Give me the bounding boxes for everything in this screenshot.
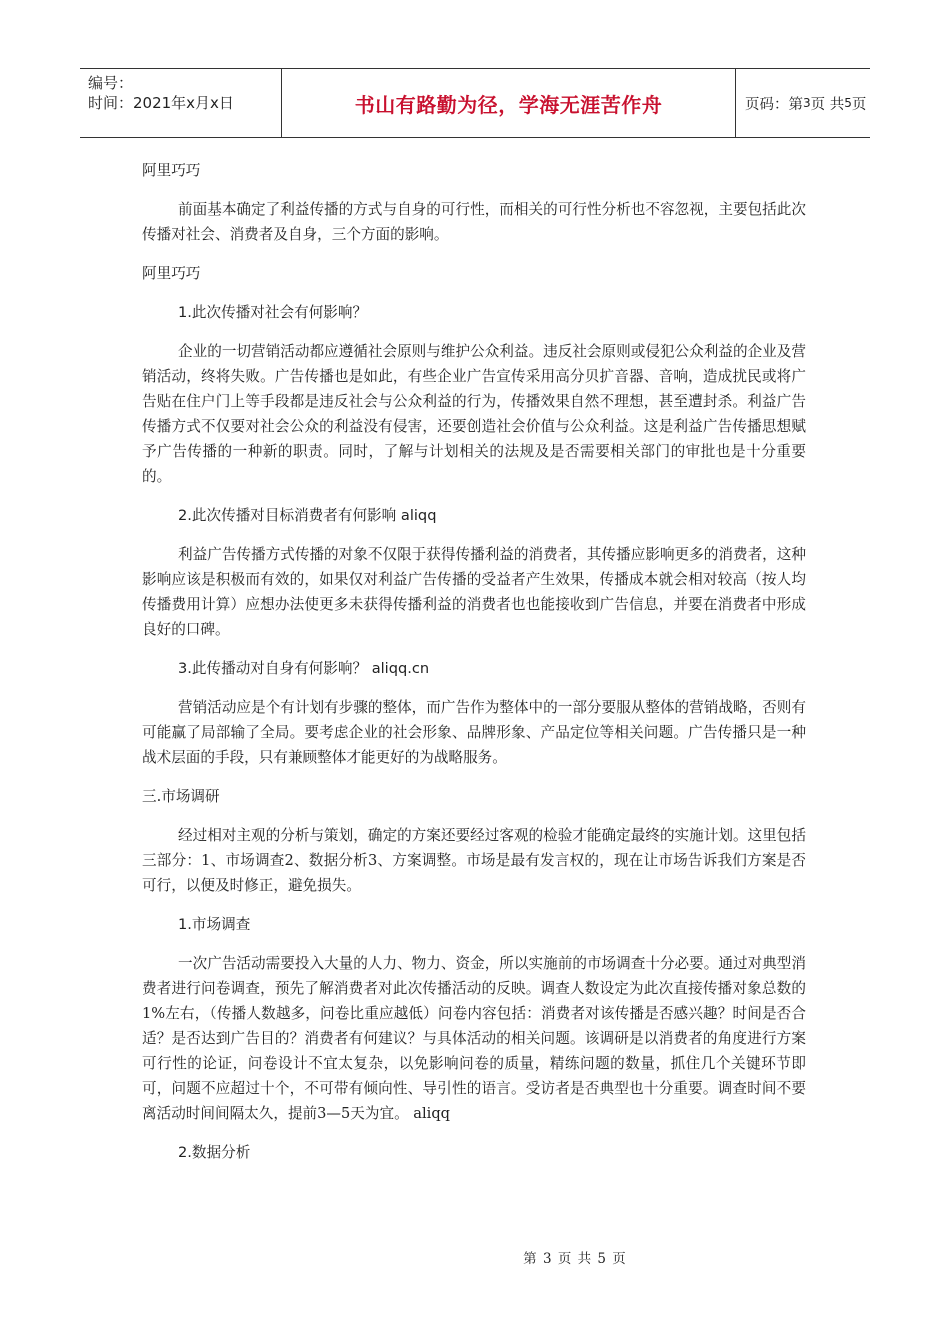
page-footer (0, 1247, 950, 1267)
subsection-heading: 3.此传播动对自身有何影响？ aliqq.cn (178, 660, 430, 677)
page-total: 5 (844, 96, 852, 110)
section-heading: 阿里巧巧 (142, 162, 201, 179)
doc-code-label: 编号： (88, 74, 134, 92)
page-label-prefix: 页码：第 (745, 96, 803, 113)
paragraph: 前面基本确定了利益传播的方式与自身的可行性，而相关的可行性分析也不容忽视，主要包括此次传播对社会、消费者及自身，三个方面的影响。 (142, 201, 806, 243)
paragraph: 营销活动应是个有计划有步骤的整体，而广告作为整体中的一部分要服从整体的营销战略，否则有可能赢了局部输了全局。要考虑企业的社会形象、品牌形象、产品定位等相关问题。广告传播只是一种战术层面的手段，只有兼顾整体才能更好的为战略服务。 (142, 699, 806, 766)
header-motto: 书山有路勤为径，学海无涯苦作舟 (354, 92, 663, 117)
footer-page-number: 第 3 页 共 5 页 (523, 1251, 627, 1267)
document-body (142, 158, 806, 1165)
page-label-end: 页 (851, 96, 867, 113)
paragraph: 利益广告传播方式传播的对象不仅限于获得传播利益的消费者，其传播应影响更多的消费者，这种影响应该是积极而有效的，如果仅对利益广告传播的受益者产生效果，传播成本就会相对较高（按人均传播费用计算）应想办法使更多未获得传播利益的消费者也也能接收到广告信息，并要在消费者中形成良好的口碑。 (142, 546, 806, 638)
header-page-number (735, 69, 870, 137)
paragraph: 一次广告活动需要投入大量的人力、物力、资金，所以实施前的市场调查十分必要。通过对典型消费者进行问卷调查，预先了解消费者对此次传播活动的反映。调查人数设定为此次直接传播对象总数的1%左右，（传播人数越多，问卷比重应越低）问卷内容包括：消费者对该传播是否感兴趣？时间是否合适？是否达到广告目的？消费者有何建议？与具体活动的相关问题。该调研是以消费者的角度进行方案可行性的论证，问卷设计不宜太复杂，以免影响问卷的质量，精练问题的数量，抓住几个关键环节即可，问题不应超过十个，不可带有倾向性、导引性的语言。受访者是否典型也十分重要。调查时间不要离活动时间间隔太久，提前3—5天为宜。 aliqq (142, 955, 806, 1122)
subsection-heading: 1.市场调查 (178, 916, 251, 933)
page-current: 3 (803, 96, 811, 110)
paragraph: 经过相对主观的分析与策划，确定的方案还要经过客观的检验才能确定最终的实施计划。这里包括三部分：1、市场调查2、数据分析3、方案调整。市场是最有发言权的，现在让市场告诉我们方案是否可行，以便及时修正，避免损失。 (142, 827, 806, 894)
doc-time-label: 时间：2021年x月x日 (88, 94, 234, 112)
section-heading: 阿里巧巧 (142, 265, 201, 282)
subsection-heading: 2.此次传播对目标消费者有何影响 aliqq (178, 507, 437, 524)
page-label-mid: 页 共 (810, 96, 845, 113)
section-heading: 三.市场调研 (142, 788, 220, 805)
page-header (80, 68, 870, 138)
header-motto-cell (282, 69, 736, 137)
subsection-heading: 1.此次传播对社会有何影响？ (178, 304, 368, 321)
paragraph: 企业的一切营销活动都应遵循社会原则与维护公众利益。违反社会原则或侵犯公众利益的企业及营销活动，终将失败。广告传播也是如此，有些企业广告宣传采用高分贝扩音器、音响，造成扰民或将广告贴在住户门上等手段都是违反社会与公众利益的行为，传播效果自然不理想，甚至遭封杀。利益广告传播方式不仅要对社会公众的利益没有侵害，还要创造社会价值与公众利益。这是利益广告传播思想赋予广告传播的一种新的职责。同时，了解与计划相关的法规及是否需要相关部门的审批也是十分重要的。 (142, 343, 806, 485)
header-meta (80, 69, 282, 137)
subsection-heading: 2.数据分析 (178, 1144, 251, 1161)
